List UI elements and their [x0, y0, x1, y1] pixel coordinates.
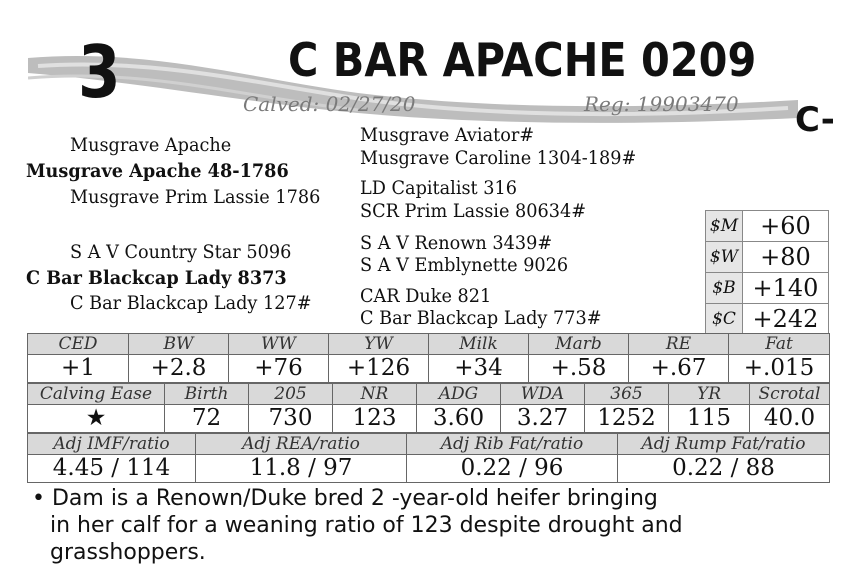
note-line: in her calf for a weaning ratio of 123 despite drought and [50, 513, 683, 538]
performance-header: 365 [585, 384, 669, 405]
index-row [706, 242, 829, 273]
epd-value: +76 [229, 355, 329, 383]
index-row [706, 304, 829, 335]
performance-value: 40.0 [750, 405, 830, 433]
pedigree-dam-sire-sire: S A V Renown 3439# [360, 232, 553, 254]
epd-header: Fat [729, 334, 830, 355]
epd-value: +.58 [529, 355, 629, 383]
ultrasound-value: 4.45 / 114 [28, 455, 196, 483]
epd-header: RE [629, 334, 729, 355]
pedigree-sire-sire: Musgrave Apache [70, 134, 232, 156]
animal-name: C BAR APACHE 0209 [288, 33, 757, 87]
ultrasound-table [27, 433, 830, 483]
epd-header: Marb [529, 334, 629, 355]
pedigree-dam: C Bar Blackcap Lady 8373 [26, 267, 287, 289]
performance-value: 72 [165, 405, 249, 433]
pedigree-dam-sire-dam: S A V Emblynette 9026 [360, 254, 569, 276]
index-value: +80 [743, 242, 829, 273]
epd-header: CED [28, 334, 129, 355]
pedigree-sire-dam-dam: SCR Prim Lassie 80634# [360, 200, 587, 222]
epd-table [27, 333, 830, 383]
pedigree-dam-dam-sire: CAR Duke 821 [360, 285, 492, 307]
epd-header: BW [129, 334, 229, 355]
performance-value: 115 [669, 405, 750, 433]
epd-header-row [28, 334, 830, 355]
pedigree-dam-dam-dam: C Bar Blackcap Lady 773# [360, 307, 602, 329]
index-label: $W [706, 242, 743, 273]
calved-date: Calved: 02/27/20 [243, 92, 416, 116]
pedigree-sire: Musgrave Apache 48-1786 [26, 160, 289, 182]
performance-header-row [28, 384, 830, 405]
performance-header: Birth [165, 384, 249, 405]
index-label: $M [706, 211, 743, 242]
ultrasound-header: Adj Rib Fat/ratio [407, 434, 618, 455]
epd-header: YW [329, 334, 429, 355]
pedigree-sire-sire-sire: Musgrave Aviator# [360, 124, 535, 146]
performance-value-row [28, 405, 830, 433]
epd-value: +2.8 [129, 355, 229, 383]
ultrasound-header: Adj REA/ratio [196, 434, 407, 455]
ultrasound-value-row [28, 455, 830, 483]
index-label: $B [706, 273, 743, 304]
epd-value: +.67 [629, 355, 729, 383]
grade-mark: C- [795, 100, 835, 140]
performance-header: YR [669, 384, 750, 405]
performance-header: 205 [249, 384, 333, 405]
epd-value-row [28, 355, 830, 383]
performance-table [27, 383, 830, 433]
lot-number: 3 [78, 30, 119, 114]
index-value: +242 [743, 304, 829, 335]
performance-value: 730 [249, 405, 333, 433]
ultrasound-value: 11.8 / 97 [196, 455, 407, 483]
index-value: +60 [743, 211, 829, 242]
performance-header: Calving Ease [28, 384, 165, 405]
note-line: grasshoppers. [50, 540, 206, 565]
epd-value: +1 [28, 355, 129, 383]
epd-header: Milk [429, 334, 529, 355]
performance-header: WDA [501, 384, 585, 405]
ultrasound-value: 0.22 / 96 [407, 455, 618, 483]
ultrasound-header-row [28, 434, 830, 455]
index-table [705, 210, 829, 335]
performance-header: NR [333, 384, 417, 405]
ultrasound-header: Adj IMF/ratio [28, 434, 196, 455]
performance-value: 3.27 [501, 405, 585, 433]
index-label: $C [706, 304, 743, 335]
pedigree-dam-sire: S A V Country Star 5096 [70, 241, 292, 263]
performance-value: 3.60 [417, 405, 501, 433]
index-value: +140 [743, 273, 829, 304]
pedigree-sire-dam: Musgrave Prim Lassie 1786 [70, 186, 321, 208]
calving-ease-star: ★ [28, 405, 165, 433]
performance-header: Scrotal [750, 384, 830, 405]
ultrasound-header: Adj Rump Fat/ratio [618, 434, 830, 455]
performance-value: 123 [333, 405, 417, 433]
epd-value: +.015 [729, 355, 830, 383]
epd-value: +34 [429, 355, 529, 383]
performance-value: 1252 [585, 405, 669, 433]
pedigree-sire-sire-dam: Musgrave Caroline 1304-189# [360, 147, 637, 169]
index-row [706, 211, 829, 242]
notes [32, 485, 832, 566]
epd-value: +126 [329, 355, 429, 383]
pedigree-dam-dam: C Bar Blackcap Lady 127# [70, 292, 312, 314]
registration-number: Reg: 19903470 [584, 92, 739, 116]
ultrasound-value: 0.22 / 88 [618, 455, 830, 483]
epd-header: WW [229, 334, 329, 355]
pedigree-sire-dam-sire: LD Capitalist 316 [360, 177, 517, 199]
note-line: • Dam is a Renown/Duke bred 2 -year-old heifer bringing [32, 486, 658, 511]
index-row [706, 273, 829, 304]
performance-header: ADG [417, 384, 501, 405]
